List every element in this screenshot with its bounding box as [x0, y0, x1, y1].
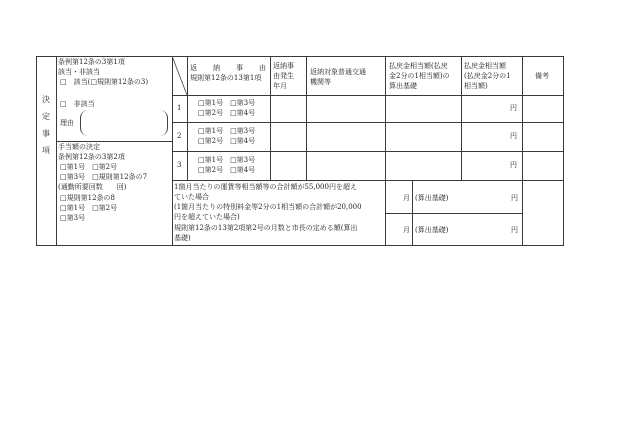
row-number: 3 — [177, 161, 182, 169]
sec2-line6: □規則第12条の8 — [60, 194, 115, 202]
sec2-line4: □第3号 □規則第12条の7 — [60, 173, 148, 181]
hdr-amount-3: 相当額) — [464, 82, 488, 90]
row-yen: 円 — [510, 132, 517, 140]
sec1-line1: 条例第12条の3第1項 — [58, 58, 125, 66]
hdr-basis-3: 算出基礎 — [389, 82, 417, 90]
row-number: 2 — [177, 132, 182, 140]
bottom-text-6: 基礎) — [174, 234, 191, 242]
row-yen: 円 — [510, 104, 517, 112]
hdr-basis-1: 払戻金相当額(払戻 — [389, 62, 448, 70]
bottom-r2-month: 月 — [403, 226, 410, 234]
sec2-line5: (通勤所要回数 回) — [58, 183, 127, 191]
sec1-line2: 該当・非該当 — [58, 68, 100, 76]
bottom-text-5: 規則第12条の13第2項第2号の月数と市長の定める額(算出 — [174, 224, 358, 232]
bottom-text-1: 1箇月当たりの運賃等相当額等の合計額が55,000円を超え — [174, 183, 357, 191]
hdr-amount-2: (払戻金2分の1 — [464, 72, 511, 80]
bottom-text-3: (1箇月当たりの特別料金等2分の1相当額の合計額が20,000 — [174, 203, 362, 211]
row-yen: 円 — [510, 161, 517, 169]
hdr-remarks: 備考 — [535, 72, 549, 80]
bottom-text-2: ていた場合 — [174, 193, 209, 201]
hdr-basis-2: 金2分の1相当額)の — [389, 72, 450, 80]
reason-label: 理由 — [60, 119, 74, 127]
sec2-line7: □第1号 □第2号 — [60, 204, 118, 212]
row-options-a[interactable]: □第1号 □第3号 — [198, 127, 256, 135]
hdr-transport-1: 返納対象普通交通 — [310, 68, 366, 76]
hdr-occurrence-1: 返納事 — [273, 62, 294, 70]
reason-field[interactable] — [80, 110, 168, 136]
row-options-b[interactable]: □第2号 □第4号 — [198, 166, 256, 174]
sec2-line2: 条例第12条の3第2項 — [58, 153, 125, 161]
row-options-b[interactable]: □第2号 □第4号 — [198, 137, 256, 145]
bottom-r1-basis: (算出基礎) — [415, 194, 449, 202]
row-number: 1 — [177, 104, 182, 112]
bottom-r1-yen: 円 — [511, 194, 518, 202]
sec2-line3: □第1号 □第2号 — [60, 163, 118, 171]
hdr-amount-1: 払戻金相当額 — [464, 62, 506, 70]
sec1-line3: □ 該当(□規則第12条の3) — [60, 78, 149, 86]
hdr-return-reason: 返 納 事 由 — [190, 64, 266, 72]
side-label: 決定事項 — [42, 95, 50, 155]
hdr-occurrence-3: 年月 — [273, 82, 287, 90]
hdr-return-reason-rule: 規則第12条の13第1項 — [190, 74, 262, 82]
sec2-line1: 手当額の決定 — [58, 143, 100, 151]
sec2-line8: □第3号 — [60, 214, 86, 222]
sec1-line4: □ 非該当 — [60, 100, 95, 108]
row-options-b[interactable]: □第2号 □第4号 — [198, 109, 256, 117]
row-options-a[interactable]: □第1号 □第3号 — [198, 156, 256, 164]
hdr-transport-2: 機関等 — [310, 78, 331, 86]
header-diagonal — [172, 56, 188, 96]
bottom-r2-yen: 円 — [511, 226, 518, 234]
bottom-r2-basis: (算出基礎) — [415, 226, 449, 234]
bottom-r1-month: 月 — [403, 194, 410, 202]
bottom-text-4: 円を超えていた場合) — [174, 213, 240, 221]
row-options-a[interactable]: □第1号 □第3号 — [198, 99, 256, 107]
hdr-occurrence-2: 由発生 — [273, 72, 294, 80]
